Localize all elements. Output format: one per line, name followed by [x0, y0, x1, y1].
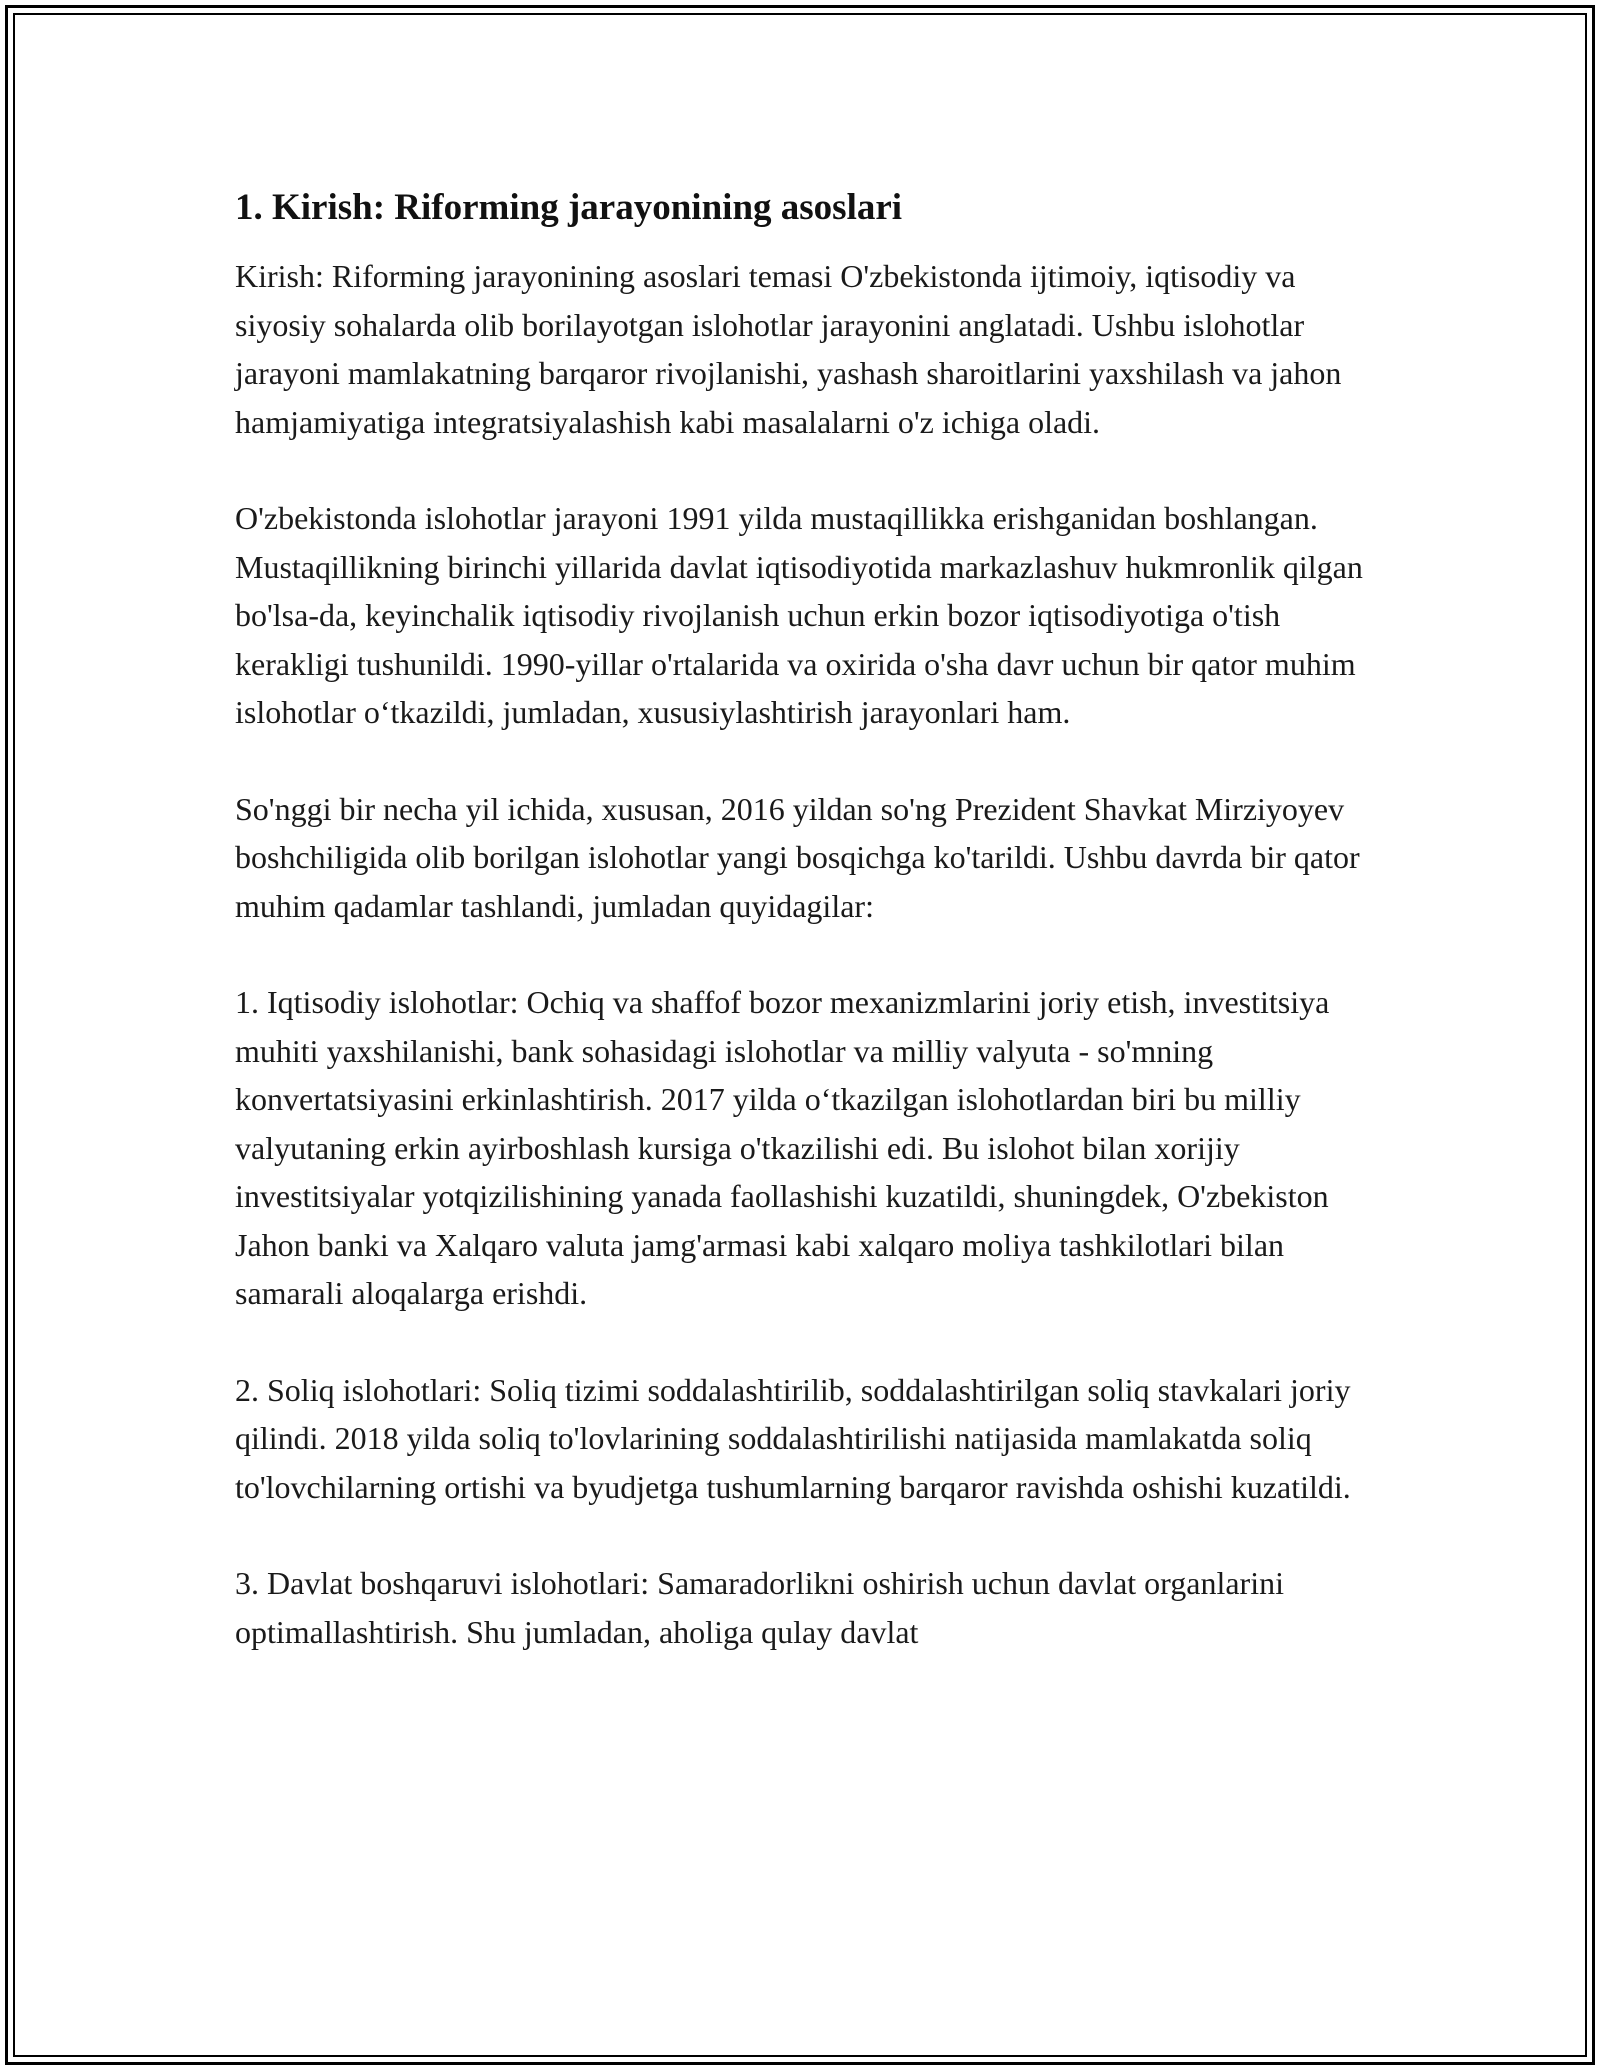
paragraph-history: O'zbekistonda islohotlar jarayoni 1991 yilda mustaqillikka erishganidan boshlangan. Mustaqillikning birinchi yillarida davlat iqtisodiyotida markazlashuv hukmronlik qilgan bo'lsa-da, keyinchalik iqtisodiy rivojlanish uchun erkin bozor iqtisodiyotiga o'tish kerakligi tushunildi. 1990-yillar o'rtalarida va oxirida o'sha davr uchun bir qator muhim islohotlar o‘tkazildi, jumladan, xususiylashtirish jarayonlari ham. — [235, 500, 1363, 730]
paragraph-governance-reforms: 3. Davlat boshqaruvi islohotlari: Samaradorlikni oshirish uchun davlat organlarini optimallashtirish. Shu jumladan, aholiga qulay davlat — [235, 1565, 1284, 1650]
paragraph-economic-reforms: 1. Iqtisodiy islohotlar: Ochiq va shaffof bozor mexanizmlarini joriy etish, investitsiya muhiti yaxshilanishi, bank sohasidagi islohotlar va milliy valyuta - so'mning konvertatsiyasini erkinlashtirish. 2017 yilda o‘tkazilgan islohotlardan biri bu milliy valyutaning erkin ayirboshlash kursiga o'tkazilishi edi. Bu islohot bilan xorijiy investitsiyalar yotqizilishining yanada faollashishi kuzatildi, shuningdek, O'zbekiston Jahon banki va Xalqaro valuta jamg'armasi kabi xalqaro moliya tashkilotlari bilan samarali aloqalarga erishdi. — [235, 984, 1330, 1311]
paragraph-intro: Kirish: Riforming jarayonining asoslari temasi O'zbekistonda ijtimoiy, iqtisodiy va siyosiy sohalarda olib borilayotgan islohotlar jarayonini anglatadi. Ushbu islohotlar jarayoni mamlakatning barqaror rivojlanishi, yashash sharoitlarini yaxshilash va jahon hamjamiyatiga integratsiyalashish kabi masalalarni o'z ichiga oladi. — [235, 258, 1342, 440]
paragraph-recent-reforms: So'nggi bir necha yil ichida, xususan, 2016 yildan so'ng Prezident Shavkat Mirziyoyev boshchiligida olib borilgan islohotlar yangi bosqichga ko'tarildi. Ushbu davrda bir qator muhim qadamlar tashlandi, jumladan quyidagilar: — [235, 790, 1360, 924]
paragraph-tax-reforms: 2. Soliq islohotlari: Soliq tizimi soddalashtirilib, soddalashtirilgan soliq stavkalari joriy qilindi. 2018 yilda soliq to'lovlarining soddalashtirilishi natijasida mamlakatda soliq to'lovchilarning ortishi va byudjetga tushumlarning barqaror ravishda oshishi kuzatildi. — [235, 1371, 1351, 1505]
section-heading: 1. Kirish: Riforming jarayonining asoslari — [235, 187, 903, 228]
document-body — [235, 186, 1370, 1704]
